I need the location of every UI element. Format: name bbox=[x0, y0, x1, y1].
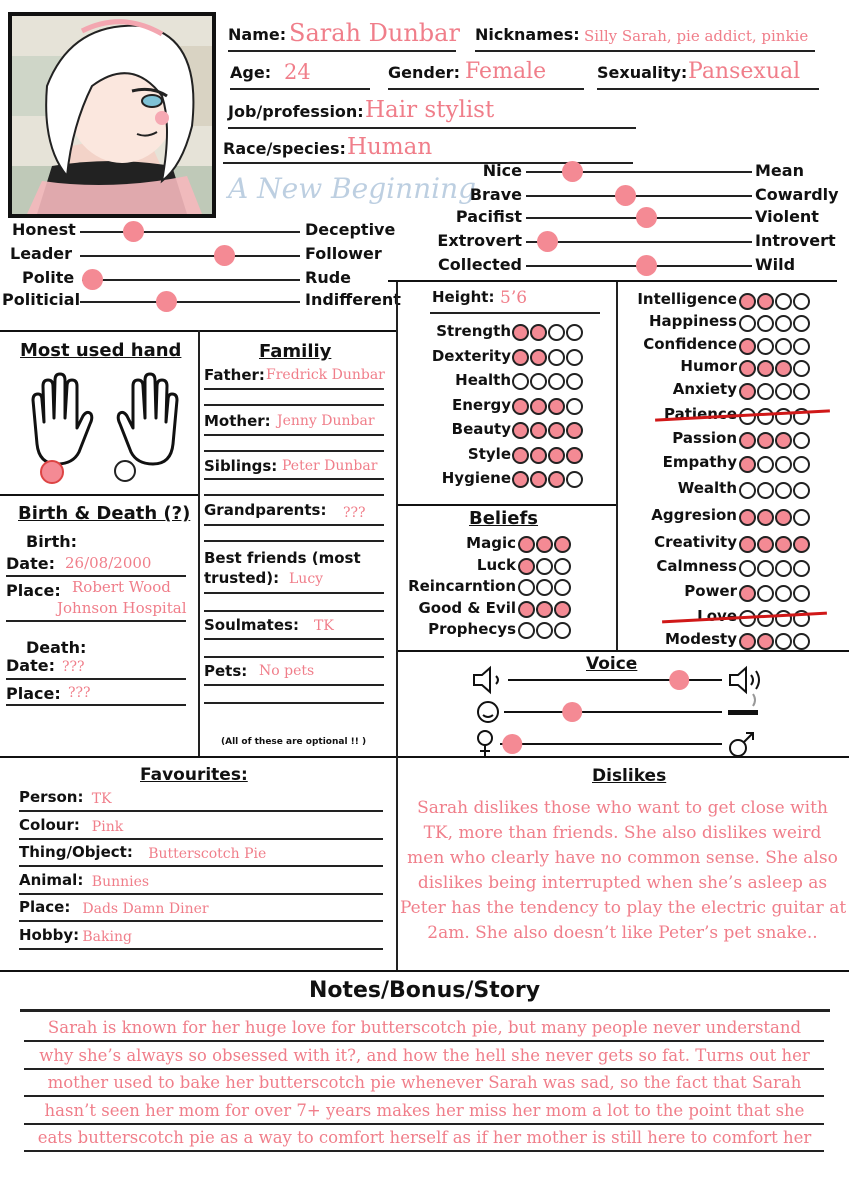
slider-dot[interactable] bbox=[123, 221, 144, 242]
birth-date-value: 26/08/2000 bbox=[65, 554, 152, 572]
trait-label: Aggresion bbox=[651, 506, 737, 524]
rating-circle-empty[interactable] bbox=[757, 408, 774, 425]
character-portrait bbox=[8, 12, 216, 218]
right-hand-icon bbox=[118, 374, 177, 464]
gender-value: Female bbox=[465, 59, 547, 84]
birth-label: Birth: bbox=[26, 532, 78, 551]
rating-circle-filled[interactable] bbox=[536, 601, 553, 618]
stat-label: Style bbox=[467, 444, 511, 463]
trait-rating bbox=[739, 358, 811, 377]
slider-left-label: Brave bbox=[469, 185, 522, 204]
slider-dot[interactable] bbox=[636, 255, 657, 276]
speaker-loud-icon bbox=[730, 668, 746, 692]
voice-title: Voice bbox=[586, 654, 638, 674]
bestfriends-label-1: Best friends (most bbox=[204, 549, 361, 567]
hand-title: Most used hand bbox=[20, 340, 182, 361]
soulmates-label: Soulmates: bbox=[204, 616, 299, 634]
slider-track bbox=[526, 171, 752, 173]
mother-value: Jenny Dunbar bbox=[277, 413, 375, 429]
rating-circle-empty[interactable] bbox=[775, 338, 792, 355]
favourite-line bbox=[19, 920, 383, 922]
belief-rating bbox=[518, 556, 572, 575]
trait-rating bbox=[739, 430, 811, 449]
rating-circle-empty[interactable] bbox=[757, 610, 774, 627]
stat-label: Hygiene bbox=[441, 469, 511, 487]
rating-circle-filled[interactable] bbox=[757, 509, 774, 526]
favourite-label: Animal: bbox=[19, 870, 84, 889]
rating-circle-empty[interactable] bbox=[793, 315, 810, 332]
voice-age-dot bbox=[562, 702, 582, 722]
belief-label: Prophecys bbox=[428, 620, 516, 638]
trait-label: Empathy bbox=[662, 453, 737, 471]
male-icon bbox=[730, 740, 746, 756]
notes-rule bbox=[24, 1040, 824, 1042]
rating-circle-filled[interactable] bbox=[566, 422, 583, 439]
trait-rating bbox=[739, 480, 811, 499]
rating-circle-filled[interactable] bbox=[739, 633, 756, 650]
slider-track bbox=[82, 279, 300, 281]
rating-circle-empty[interactable] bbox=[536, 558, 553, 575]
favourite-label: Thing/Object: bbox=[19, 843, 133, 862]
rating-circle-empty[interactable] bbox=[793, 456, 810, 473]
stat-rating bbox=[512, 322, 584, 341]
trait-rating bbox=[739, 381, 811, 400]
rating-circle-filled[interactable] bbox=[757, 536, 774, 553]
trait-rating bbox=[739, 631, 811, 650]
slider-track bbox=[80, 301, 300, 303]
rating-circle-filled[interactable] bbox=[739, 338, 756, 355]
nicknames-value: Silly Sarah, pie addict, pinkie bbox=[584, 27, 809, 45]
slider-right-label: Wild bbox=[755, 255, 796, 274]
dislikes-title: Dislikes bbox=[592, 766, 667, 786]
birth-date-label: Date: bbox=[6, 554, 55, 573]
notes-rule bbox=[24, 1123, 824, 1125]
pets-value: No pets bbox=[259, 663, 315, 679]
baby-face-icon bbox=[478, 702, 498, 722]
rating-circle-filled[interactable] bbox=[536, 536, 553, 553]
sexuality-label: Sexuality: bbox=[597, 63, 688, 82]
rating-circle-empty[interactable] bbox=[566, 398, 583, 415]
rating-circle-filled[interactable] bbox=[775, 432, 792, 449]
rating-circle-empty[interactable] bbox=[775, 482, 792, 499]
rating-circle-empty[interactable] bbox=[518, 622, 535, 639]
notes-line: hasn’t seen her mom for over 7+ years makes her miss her mom a lot to the point that she bbox=[44, 1100, 805, 1120]
trait-label: Intelligence bbox=[637, 290, 737, 308]
rating-circle-filled[interactable] bbox=[739, 456, 756, 473]
rating-circle-filled[interactable] bbox=[739, 383, 756, 400]
slider-dot[interactable] bbox=[636, 207, 657, 228]
trait-label: Humor bbox=[680, 357, 737, 375]
death-place-value: ??? bbox=[68, 685, 91, 701]
slider-dot[interactable] bbox=[615, 185, 636, 206]
belief-label: Reincarntion bbox=[408, 577, 516, 595]
rating-circle-empty[interactable] bbox=[566, 349, 583, 366]
rating-circle-empty[interactable] bbox=[757, 456, 774, 473]
slider-right-label: Follower bbox=[305, 244, 382, 263]
slider-left-label: Politicial bbox=[2, 290, 81, 309]
trait-rating bbox=[739, 583, 811, 602]
rating-circle-empty[interactable] bbox=[757, 338, 774, 355]
rating-circle-empty[interactable] bbox=[793, 338, 810, 355]
stat-rating bbox=[512, 420, 584, 439]
slider-track bbox=[80, 255, 300, 257]
slider-right-label: Indifferent bbox=[305, 290, 401, 309]
rating-circle-filled[interactable] bbox=[530, 447, 547, 464]
rating-circle-filled[interactable] bbox=[530, 324, 547, 341]
slider-dot[interactable] bbox=[214, 245, 235, 266]
rating-circle-empty[interactable] bbox=[566, 373, 583, 390]
rating-circle-empty[interactable] bbox=[739, 315, 756, 332]
age-label: Age: bbox=[230, 63, 272, 82]
rating-circle-empty[interactable] bbox=[793, 482, 810, 499]
slider-track bbox=[526, 195, 752, 197]
sexuality-value: Pansexual bbox=[688, 59, 801, 84]
belief-rating bbox=[518, 620, 572, 639]
belief-rating bbox=[518, 534, 572, 553]
death-label: Death: bbox=[26, 638, 87, 657]
stat-label: Health bbox=[455, 371, 511, 389]
rating-circle-empty[interactable] bbox=[793, 633, 810, 650]
cigarette-icon bbox=[728, 710, 758, 715]
rating-circle-filled[interactable] bbox=[548, 447, 565, 464]
rating-circle-filled[interactable] bbox=[775, 509, 792, 526]
job-label: Job/profession: bbox=[228, 102, 364, 121]
slider-dot[interactable] bbox=[82, 269, 103, 290]
belief-rating bbox=[518, 599, 572, 618]
slider-left-label: Pacifist bbox=[455, 207, 522, 226]
trait-label: Love bbox=[697, 607, 737, 625]
slider-left-label: Polite bbox=[22, 268, 75, 287]
favourite-line bbox=[19, 948, 383, 950]
rating-circle-filled[interactable] bbox=[548, 422, 565, 439]
rating-circle-empty[interactable] bbox=[757, 482, 774, 499]
rating-circle-filled[interactable] bbox=[518, 536, 535, 553]
rating-circle-empty[interactable] bbox=[739, 560, 756, 577]
slider-right-label: Violent bbox=[755, 207, 819, 226]
rating-circle-filled[interactable] bbox=[512, 422, 529, 439]
favourite-line bbox=[19, 838, 383, 840]
trait-label: Anxiety bbox=[672, 380, 737, 398]
birth-place-value-1: Robert Wood bbox=[72, 578, 171, 596]
rating-circle-empty[interactable] bbox=[548, 349, 565, 366]
notes-rule bbox=[24, 1095, 824, 1097]
favourite-label: Colour: bbox=[19, 815, 80, 834]
slider-dot[interactable] bbox=[562, 161, 583, 182]
stat-rating bbox=[512, 371, 584, 390]
rating-circle-filled[interactable] bbox=[530, 422, 547, 439]
dislikes-line: Sarah dislikes those who want to get close with bbox=[417, 798, 828, 818]
rating-circle-filled[interactable] bbox=[566, 447, 583, 464]
favourite-value: Bunnies bbox=[91, 873, 150, 890]
rating-circle-empty[interactable] bbox=[793, 585, 810, 602]
rating-circle-filled[interactable] bbox=[757, 633, 774, 650]
rating-circle-filled[interactable] bbox=[512, 324, 529, 341]
bestfriends-value: Lucy bbox=[289, 571, 324, 587]
grandparents-value: ??? bbox=[343, 505, 366, 521]
birth-death-title: Birth & Death (?) bbox=[18, 503, 191, 524]
trait-rating bbox=[739, 313, 811, 332]
trait-label: Modesty bbox=[664, 630, 737, 648]
favourite-line bbox=[19, 865, 383, 867]
favourite-line bbox=[19, 893, 383, 895]
watermark-text: A New Beginning bbox=[228, 172, 477, 205]
rating-circle-filled[interactable] bbox=[775, 536, 792, 553]
voice-volume-dot bbox=[669, 670, 689, 690]
slider-left-label: Nice bbox=[482, 161, 522, 180]
stat-rating bbox=[512, 396, 584, 415]
slider-dot[interactable] bbox=[537, 231, 558, 252]
right-hand-selector[interactable] bbox=[114, 460, 136, 482]
name-value: Sarah Dunbar bbox=[289, 19, 460, 47]
stat-label: Dexterity bbox=[431, 346, 511, 365]
rating-circle-empty[interactable] bbox=[512, 373, 529, 390]
slider-left-label: Collected bbox=[438, 255, 522, 274]
stat-label: Energy bbox=[451, 395, 511, 414]
stat-label: Beauty bbox=[451, 420, 511, 438]
dislikes-line: men who clearly have no common sense. She also bbox=[407, 848, 838, 868]
rating-circle-empty[interactable] bbox=[554, 558, 571, 575]
rating-circle-empty[interactable] bbox=[775, 585, 792, 602]
rating-circle-empty[interactable] bbox=[793, 383, 810, 400]
birth-place-label: Place: bbox=[6, 581, 61, 600]
pets-label: Pets: bbox=[204, 662, 248, 680]
trait-label: Calmness bbox=[656, 557, 737, 575]
beliefs-title: Beliefs bbox=[469, 508, 539, 529]
favourite-label: Hobby: bbox=[19, 926, 80, 944]
slider-left-label: Leader bbox=[10, 244, 73, 263]
gender-label: Gender: bbox=[388, 63, 460, 82]
favourite-value: Baking bbox=[82, 929, 132, 945]
rating-circle-empty[interactable] bbox=[775, 560, 792, 577]
stat-rating bbox=[512, 347, 584, 366]
rating-circle-empty[interactable] bbox=[775, 383, 792, 400]
slider-right-label: Introvert bbox=[755, 231, 836, 250]
father-value: Fredrick Dunbar bbox=[266, 367, 385, 383]
portrait-image bbox=[12, 16, 212, 214]
height-value: 5’6 bbox=[500, 288, 528, 308]
rating-circle-filled[interactable] bbox=[757, 432, 774, 449]
rating-circle-empty[interactable] bbox=[548, 373, 565, 390]
rating-circle-empty[interactable] bbox=[554, 579, 571, 596]
rating-circle-filled[interactable] bbox=[518, 558, 535, 575]
trait-label: Happiness bbox=[648, 312, 737, 330]
siblings-value: Peter Dunbar bbox=[282, 458, 378, 474]
trait-rating bbox=[739, 507, 811, 526]
notes-rule bbox=[24, 1150, 824, 1152]
rating-circle-empty[interactable] bbox=[757, 560, 774, 577]
rating-circle-filled[interactable] bbox=[548, 398, 565, 415]
rating-circle-filled[interactable] bbox=[554, 601, 571, 618]
left-hand-icon bbox=[33, 374, 92, 464]
rating-circle-filled[interactable] bbox=[775, 360, 792, 377]
job-value: Hair stylist bbox=[365, 97, 495, 123]
rating-circle-empty[interactable] bbox=[793, 360, 810, 377]
rating-circle-empty[interactable] bbox=[793, 432, 810, 449]
age-value: 24 bbox=[284, 60, 311, 84]
voice-gender-dot bbox=[502, 734, 522, 754]
favourite-value: Pink bbox=[91, 818, 124, 835]
favourites-title: Favourites: bbox=[140, 765, 248, 785]
rating-circle-empty[interactable] bbox=[757, 585, 774, 602]
trait-label: Passion bbox=[672, 429, 737, 447]
belief-label: Magic bbox=[466, 534, 516, 552]
rating-circle-filled[interactable] bbox=[512, 447, 529, 464]
soulmates-value: TK bbox=[314, 618, 334, 634]
rating-circle-empty[interactable] bbox=[775, 456, 792, 473]
trait-label: Wealth bbox=[677, 479, 737, 497]
belief-rating bbox=[518, 577, 572, 596]
height-label: Height: bbox=[432, 288, 495, 306]
favourite-line bbox=[19, 810, 383, 812]
rating-circle-empty[interactable] bbox=[518, 579, 535, 596]
rating-circle-empty[interactable] bbox=[536, 579, 553, 596]
rating-circle-filled[interactable] bbox=[793, 536, 810, 553]
slider-right-label: Mean bbox=[755, 161, 804, 180]
stat-rating bbox=[512, 469, 584, 488]
favourite-value: Butterscotch Pie bbox=[148, 846, 267, 863]
notes-line: eats butterscotch pie as a way to comfort herself as if her mother is still here to comfort her bbox=[37, 1128, 812, 1147]
death-place-label: Place: bbox=[6, 684, 61, 703]
family-note: (All of these are optional !! ) bbox=[221, 737, 367, 747]
rating-circle-filled[interactable] bbox=[530, 349, 547, 366]
slider-track bbox=[526, 241, 752, 243]
family-title: Familiy bbox=[259, 341, 332, 362]
slider-dot[interactable] bbox=[156, 291, 177, 312]
rating-circle-filled[interactable] bbox=[739, 360, 756, 377]
siblings-label: Siblings: bbox=[204, 457, 278, 475]
rating-circle-filled[interactable] bbox=[518, 601, 535, 618]
rating-circle-filled[interactable] bbox=[739, 585, 756, 602]
race-label: Race/species: bbox=[223, 139, 346, 158]
rating-circle-empty[interactable] bbox=[548, 324, 565, 341]
rating-circle-empty[interactable] bbox=[793, 509, 810, 526]
race-value: Human bbox=[347, 134, 433, 160]
belief-label: Luck bbox=[476, 555, 516, 574]
slider-track bbox=[80, 231, 300, 233]
death-date-label: Date: bbox=[6, 656, 55, 675]
rating-circle-filled[interactable] bbox=[554, 536, 571, 553]
rating-circle-empty[interactable] bbox=[536, 622, 553, 639]
dislikes-line: Peter has the tendency to play the electric guitar at bbox=[400, 898, 847, 918]
bestfriends-label-2: trusted): bbox=[204, 569, 280, 587]
rating-circle-filled[interactable] bbox=[512, 349, 529, 366]
rating-circle-empty[interactable] bbox=[530, 373, 547, 390]
notes-line: Sarah is known for her huge love for butterscotch pie, but many people never understand bbox=[47, 1018, 802, 1037]
rating-circle-empty[interactable] bbox=[775, 293, 792, 310]
rating-circle-filled[interactable] bbox=[739, 432, 756, 449]
rating-circle-empty[interactable] bbox=[775, 633, 792, 650]
rating-circle-filled[interactable] bbox=[757, 293, 774, 310]
rating-circle-empty[interactable] bbox=[757, 383, 774, 400]
stat-label: Strength bbox=[436, 322, 511, 340]
notes-rule bbox=[24, 1068, 824, 1070]
trait-label: Power bbox=[684, 582, 737, 600]
favourite-label: Place: bbox=[19, 898, 71, 917]
trait-rating bbox=[739, 336, 811, 355]
notes-title: Notes/Bonus/Story bbox=[308, 978, 541, 1003]
father-label: Father: bbox=[204, 366, 265, 384]
birth-place-value-2: Johnson Hospital bbox=[57, 599, 187, 617]
trait-label: Patience bbox=[664, 405, 737, 423]
favourite-value: TK bbox=[91, 791, 112, 807]
dislikes-line: dislikes being interrupted when she’s asleep as bbox=[417, 873, 828, 893]
mother-label: Mother: bbox=[204, 412, 271, 430]
rating-circle-empty[interactable] bbox=[775, 315, 792, 332]
dislikes-line: 2am. She also doesn’t like Peter’s pet snake.. bbox=[427, 923, 818, 943]
rating-circle-empty[interactable] bbox=[566, 324, 583, 341]
belief-label: Good & Evil bbox=[418, 598, 516, 617]
slider-left-label: Extrovert bbox=[437, 231, 522, 250]
rating-circle-filled[interactable] bbox=[739, 293, 756, 310]
rating-circle-empty[interactable] bbox=[775, 610, 792, 627]
slider-right-label: Cowardly bbox=[755, 185, 839, 204]
trait-rating bbox=[739, 454, 811, 473]
rating-circle-filled[interactable] bbox=[530, 398, 547, 415]
rating-circle-empty[interactable] bbox=[554, 622, 571, 639]
rating-circle-empty[interactable] bbox=[566, 471, 583, 488]
rating-circle-empty[interactable] bbox=[739, 482, 756, 499]
rating-circle-filled[interactable] bbox=[548, 471, 565, 488]
rating-circle-filled[interactable] bbox=[739, 509, 756, 526]
trait-rating bbox=[739, 558, 811, 577]
slider-right-label: Rude bbox=[305, 268, 352, 287]
speaker-quiet-icon bbox=[474, 668, 490, 692]
trait-label: Creativity bbox=[654, 533, 737, 551]
rating-circle-empty[interactable] bbox=[757, 315, 774, 332]
rating-circle-filled[interactable] bbox=[739, 536, 756, 553]
name-label: Name: bbox=[228, 25, 287, 44]
slider-right-label: Deceptive bbox=[305, 220, 396, 239]
favourite-label: Person: bbox=[19, 788, 84, 806]
trait-rating bbox=[739, 534, 811, 553]
notes-line: mother used to bake her butterscotch pie whenever Sarah was sad, so the fact that Sarah bbox=[47, 1073, 802, 1092]
nicknames-label: Nicknames: bbox=[475, 25, 580, 44]
trait-rating bbox=[739, 291, 811, 310]
dislikes-line: TK, more than friends. She also dislikes weird bbox=[423, 823, 822, 843]
death-date-value: ??? bbox=[62, 659, 85, 675]
rating-circle-empty[interactable] bbox=[793, 560, 810, 577]
favourite-value: Dads Damn Diner bbox=[82, 901, 209, 918]
stat-rating bbox=[512, 445, 584, 464]
rating-circle-filled[interactable] bbox=[512, 398, 529, 415]
grandparents-label: Grandparents: bbox=[204, 501, 327, 519]
rating-circle-empty[interactable] bbox=[793, 293, 810, 310]
rating-circle-filled[interactable] bbox=[530, 471, 547, 488]
trait-label: Confidence bbox=[643, 335, 737, 353]
female-icon bbox=[478, 731, 492, 745]
rating-circle-filled[interactable] bbox=[757, 360, 774, 377]
notes-line: why she’s always so obsessed with it?, and how the hell she never gets so fat. Turns out her bbox=[39, 1045, 810, 1065]
rating-circle-filled[interactable] bbox=[512, 471, 529, 488]
slider-left-label: Honest bbox=[12, 220, 76, 239]
left-hand-selector[interactable] bbox=[40, 460, 64, 484]
voice-sliders bbox=[470, 664, 770, 760]
